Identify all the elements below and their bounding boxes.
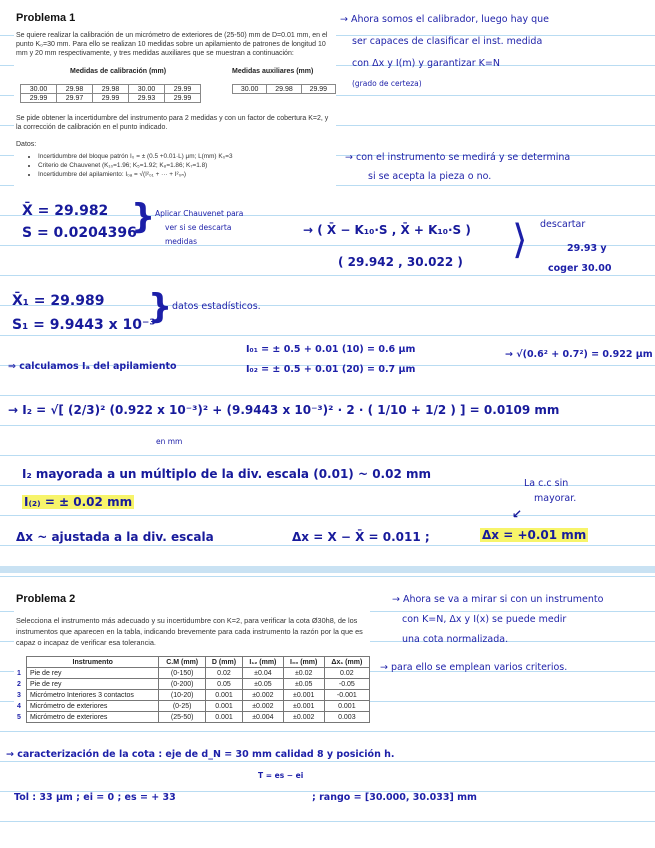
table-cell: 0.02 <box>324 668 369 679</box>
table-cell: 0.05 <box>205 679 242 690</box>
instrument-table <box>14 656 370 723</box>
note-right-1-line-3: con Δx y I(m) y garantizar K=N <box>352 58 500 69</box>
table-cell: 30.00 <box>21 85 57 94</box>
datos-list <box>24 152 344 179</box>
list-item: • Criterio de Chauvenet (K₁₀=1.96; K₅=1.92; K₈=1.86; K₇=1.8) <box>38 161 344 170</box>
notebook-page-2 <box>0 573 655 848</box>
table-cell: (0-150) <box>159 668 205 679</box>
table-cell: 29.99 <box>93 94 129 103</box>
table-cell: ±0.002 <box>243 701 284 712</box>
table-row <box>14 668 370 679</box>
note-p2-right-line-3: una cota normalizada. <box>402 634 509 645</box>
table-cell: 0.02 <box>205 668 242 679</box>
note-p2-right-2: → para ello se emplean varios criterios. <box>380 662 568 673</box>
interval-values: ( 29.942 , 30.022 ) <box>338 255 463 269</box>
table-header: D (mm) <box>205 657 242 668</box>
calc-ia-label: ⇒ calculamos Iₐ del apilamiento <box>8 361 177 372</box>
dx-text: Δx ~ ajustada a la div. escala <box>16 530 214 544</box>
table-cell: (25-50) <box>159 712 205 723</box>
tolerance-values: Tol : 33 μm ; ei = 0 ; es = + 33 <box>14 792 176 803</box>
table-header: C.M (mm) <box>159 657 205 668</box>
mayorada-text: I₂ mayorada a un múltiplo de la div. escala (0.01) ~ 0.02 mm <box>22 467 431 481</box>
table-header-row <box>14 657 370 668</box>
row-number: 4 <box>17 702 21 710</box>
dx-final <box>480 529 588 541</box>
descartar-line-3: coger 30.00 <box>548 263 612 274</box>
note-right-2-line-1: → con el instrumento se medirá y se determina <box>345 152 571 163</box>
table-row <box>14 701 370 712</box>
table-cell: Micrómetro de exteriores <box>27 701 159 712</box>
table-cell: 30.00 <box>233 85 267 94</box>
table-header: I₀₀ (mm) <box>283 657 324 668</box>
calibration-table <box>20 84 201 103</box>
table-cell: Micrómetro Interiores 3 contactos <box>27 690 159 701</box>
table-cell: ±0.002 <box>283 712 324 723</box>
table-cell: 0.001 <box>205 690 242 701</box>
table-cell: 29.93 <box>129 94 165 103</box>
ce-arrow: ↙ <box>512 507 523 521</box>
note-p2-right-line-1: → Ahora se va a mirar si con un instrumento <box>392 594 604 605</box>
table-cell: 30.00 <box>129 85 165 94</box>
table-cell: 0.003 <box>324 712 369 723</box>
table-cell: 29.99 <box>165 94 201 103</box>
ia-2: I₀₂ = ± 0.5 + 0.01 (20) = 0.7 μm <box>246 364 416 375</box>
problem-1-task: Se pide obtener la incertidumbre del instrumento para 2 medidas y con un factor de cobertura K=2, y la corrección de calibración en el punto indicado. <box>16 115 329 131</box>
en-mm-note: en mm <box>156 437 183 446</box>
table-cell: ±0.002 <box>243 690 284 701</box>
table-cell: ±0.001 <box>283 690 324 701</box>
table-cell: Pie de rey <box>27 668 159 679</box>
calibration-table-heading: Medidas de calibración (mm) <box>70 68 167 75</box>
t-equation: T = es − ei <box>258 771 304 780</box>
chauvenet-line-3: medidas <box>165 237 198 246</box>
aux-table-heading: Medidas auxiliares (mm) <box>232 68 314 75</box>
aux-table <box>232 84 336 94</box>
table-cell: 29.98 <box>93 85 129 94</box>
note-right-1-line-2: ser capaces de clasificar el inst. medida <box>352 36 543 47</box>
brace-1: } <box>131 197 156 237</box>
problem-1-intro: Se quiere realizar la calibración de un micrómetro de exteriores de (25-50) mm de D=0.01 mm, en el punto K₀=30 mm. Para ello se realizan 10 medidas sobre un apilamiento de patrones de longitud 10 mm y 20 mm respectivamente, y tres medidas auxiliares que se muestran a continuación: <box>16 32 328 57</box>
problem-2-title: Problema 2 <box>16 593 76 605</box>
table-cell: 29.97 <box>57 94 93 103</box>
row-number: 2 <box>17 680 21 688</box>
interval-expression: → ( X̄ − K₁₀·S , X̄ + K₁₀·S ) <box>303 223 471 237</box>
brace-2: ⟩ <box>512 217 528 263</box>
ia-1: I₀₁ = ± 0.5 + 0.01 (10) = 0.6 μm <box>246 344 416 355</box>
table-cell: ±0.004 <box>243 712 284 723</box>
row-number: 5 <box>17 713 21 721</box>
mean-1-value: X̄₁ = 29.989 <box>12 293 105 309</box>
table-cell: 29.99 <box>21 94 57 103</box>
table-row <box>14 712 370 723</box>
dx-expression: Δx = X − X̄ = 0.011 ; <box>292 530 430 544</box>
ia-result: → √(0.6² + 0.7²) = 0.922 μm <box>505 349 653 360</box>
table-cell: 29.99 <box>165 85 201 94</box>
table-row <box>233 85 336 94</box>
dx-final-highlight: Δx = +0.01 mm <box>482 528 587 542</box>
table-cell: -0.001 <box>324 690 369 701</box>
table-cell: ±0.05 <box>283 679 324 690</box>
table-row <box>21 94 201 103</box>
mean-value: X̄ = 29.982 <box>22 203 109 219</box>
table-cell: 29.99 <box>301 85 335 94</box>
row-number-header <box>14 657 27 668</box>
table-cell: (0-200) <box>159 679 205 690</box>
chauvenet-line-2: ver si se descarta <box>165 223 232 232</box>
problem-2-document <box>14 585 370 731</box>
ce-line-1: La c.c sin <box>524 478 569 489</box>
i2-formula: → I₂ = √[ (2/3)² (0.922 x 10⁻³)² + (9.9443 x 10⁻³)² · 2 · ( 1/10 + 1/2 ) ] = 0.0109 mm <box>8 403 560 417</box>
i2-final <box>22 496 134 508</box>
chauvenet-line-1: Aplicar Chauvenet para <box>155 209 244 218</box>
datos-estadisticos: datos estadísticos. <box>172 301 261 312</box>
std-1-value: S₁ = 9.9443 x 10⁻³ <box>12 317 156 333</box>
table-cell: (10-20) <box>159 690 205 701</box>
row-number: 1 <box>17 669 21 677</box>
list-item: • Incertidumbre del bloque patrón I₀ = ± (0.5 +0.01·L) μm; L(mm) K₀=3 <box>38 152 344 161</box>
rango-values: ; rango = [30.000, 30.033] mm <box>312 792 477 803</box>
table-header: I₁₂ (mm) <box>243 657 284 668</box>
table-cell: Pie de rey <box>27 679 159 690</box>
table-cell: -0.05 <box>324 679 369 690</box>
brace-3: } <box>148 287 173 327</box>
ce-line-2: mayorar. <box>534 493 577 504</box>
problem-1-document <box>14 6 336 194</box>
problem-1-title: Problema 1 <box>16 12 76 24</box>
table-cell: Micrómetro de exteriores <box>27 712 159 723</box>
table-row <box>21 85 201 94</box>
table-header: Instrumento <box>27 657 159 668</box>
i2-final-highlight: I₍₂₎ = ± 0.02 mm <box>24 495 133 509</box>
table-cell: ±0.02 <box>283 668 324 679</box>
table-row <box>14 679 370 690</box>
table-cell: 0.001 <box>205 712 242 723</box>
note-right-1-line-4: (grado de certeza) <box>352 79 422 88</box>
table-cell: 29.98 <box>57 85 93 94</box>
datos-label: Datos: <box>16 141 37 148</box>
table-row <box>14 690 370 701</box>
note-p2-right-line-2: con K=N, Δx y I(x) se puede medir <box>402 614 567 625</box>
table-cell: ±0.05 <box>243 679 284 690</box>
std-value: S = 0.0204396 <box>22 225 137 241</box>
table-cell: 0.001 <box>205 701 242 712</box>
table-cell: 29.98 <box>267 85 301 94</box>
table-cell: 0.001 <box>324 701 369 712</box>
table-cell: ±0.04 <box>243 668 284 679</box>
descartar-line-2: 29.93 y <box>567 243 607 254</box>
caracterizacion-cota: → caracterización de la cota : eje de d_N = 30 mm calidad 8 y posición h. <box>6 749 395 760</box>
descartar-line-1: descartar <box>540 219 586 230</box>
row-number: 3 <box>17 691 21 699</box>
table-header: Δx₁ (mm) <box>324 657 369 668</box>
problem-2-intro: Selecciona el instrumento más adecuado y su incertidumbre con K=2, para verificar la cota Ø30h8, de los instrumentos que aparecen en la tabla, indicando brevemente para cada instrumento la razón por la que es capaz o incapaz de verificar esa tolerancia. <box>16 616 363 647</box>
note-right-1-line-1: → Ahora somos el calibrador, luego hay que <box>340 14 549 25</box>
table-cell: ±0.001 <box>283 701 324 712</box>
note-right-2-line-2: si se acepta la pieza o no. <box>368 171 492 182</box>
table-cell: (0-25) <box>159 701 205 712</box>
list-item: • Incertidumbre del apilamiento: I₀ₐ = √(I²₀₁ + ··· + I²₀ₙ) <box>38 170 344 179</box>
